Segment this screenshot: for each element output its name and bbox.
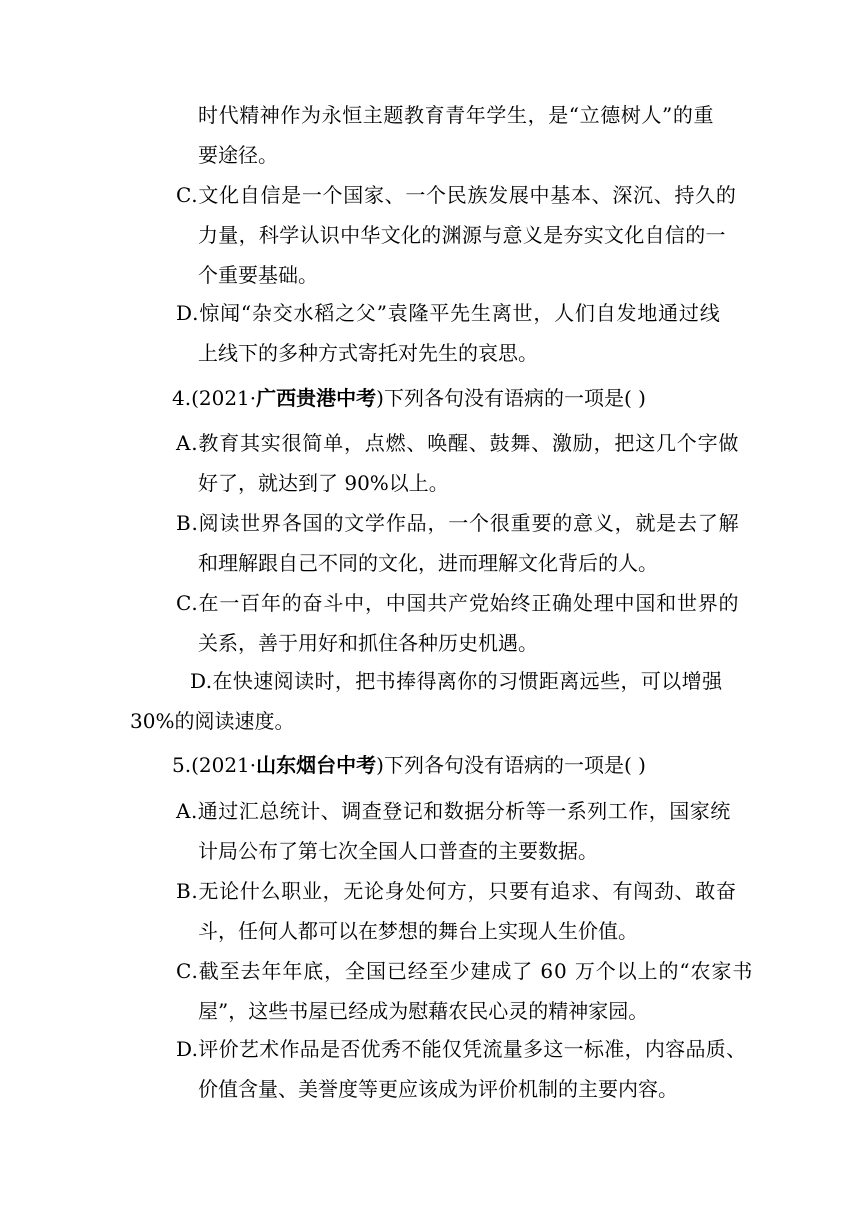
question-5-source: 山东烟台中考 xyxy=(256,753,377,777)
q5-option-d-line-2: 价值含量、美誉度等更应该成为评价机制的主要内容。 xyxy=(198,1077,678,1101)
q4-option-c-line-1: C.在一百年的奋斗中，中国共产党始终正确处理中国和世界的 xyxy=(176,591,740,615)
q4-option-b-line-2: 和理解跟自己不同的文化，进而理解文化背后的人。 xyxy=(198,551,658,575)
question-4-source: 广西贵港中考 xyxy=(256,386,377,410)
q3-option-c-line-3: 个重要基础。 xyxy=(198,263,318,287)
q5-option-c-line-1: C.截至去年年底，全国已经至少建成了 60 万个以上的“农家书 xyxy=(176,959,754,983)
q4-option-d-line-1: D.在快速阅读时，把书捧得离你的习惯距离远些，可以增强 xyxy=(190,669,723,693)
q5-option-c-line-2: 屋”，这些书屋已经成为慰藉农民心灵的精神家园。 xyxy=(198,999,649,1023)
q4-option-c-line-2: 关系，善于用好和抓住各种历史机遇。 xyxy=(198,631,538,655)
question-5-stem xyxy=(172,753,646,777)
q4-option-a-line-2: 好了，就达到了 90%以上。 xyxy=(198,471,449,495)
q3-option-d-line-1: D.惊闻“杂交水稻之父”袁隆平先生离世，人们自发地通过线 xyxy=(176,301,721,325)
question-5-number: 5.(2021· xyxy=(172,753,257,777)
q5-option-d-line-1: D.评价艺术作品是否优秀不能仅凭流量多这一标准，内容品质、 xyxy=(176,1037,747,1061)
q4-option-d-line-2: 30%的阅读速度。 xyxy=(130,709,295,733)
q3-option-c-line-1: C.文化自信是一个国家、一个民族发展中基本、深沉、持久的 xyxy=(176,183,737,207)
question-4-stem xyxy=(172,386,646,410)
question-5-text: )下列各句没有语病的一项是( ) xyxy=(376,753,646,777)
q5-option-a-line-2: 计局公布了第七次全国人口普查的主要数据。 xyxy=(198,839,598,863)
q3-option-c-line-2: 力量，科学认识中华文化的渊源与意义是夯实文化自信的一 xyxy=(198,223,726,247)
q4-option-a-line-1: A.教育其实很简单，点燃、唤醒、鼓舞、激励，把这几个字做 xyxy=(176,431,740,455)
q5-option-b-line-1: B.无论什么职业，无论身处何方，只要有追求、有闯劲、敢奋 xyxy=(176,879,737,903)
q3-option-b-continuation: 时代精神作为永恒主题教育青年学生，是“立德树人”的重 xyxy=(198,103,715,127)
q3-option-d-line-2: 上线下的多种方式寄托对先生的哀思。 xyxy=(198,341,538,365)
q5-option-b-line-2: 斗，任何人都可以在梦想的舞台上实现人生价值。 xyxy=(198,919,638,943)
q3-option-b-continuation-2: 要途径。 xyxy=(198,143,278,167)
q5-option-a-line-1: A.通过汇总统计、调查登记和数据分析等一系列工作，国家统 xyxy=(176,799,731,823)
q4-option-b-line-1: B.阅读世界各国的文学作品，一个很重要的意义，就是去了解 xyxy=(176,511,740,535)
question-4-text: )下列各句没有语病的一项是( ) xyxy=(376,386,646,410)
question-4-number: 4.(2021· xyxy=(172,386,257,410)
